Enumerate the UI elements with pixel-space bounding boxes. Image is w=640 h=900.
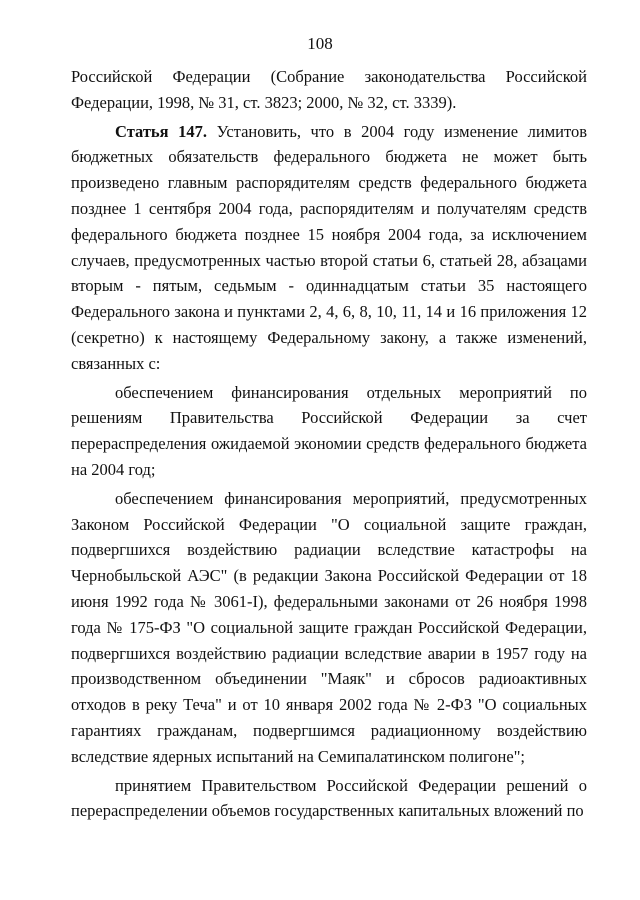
article-body: Установить, что в 2004 году изменение лимитов бюджетных обязательств федерального бюджета не может быть произведено главным распорядителям средств федерального бюджета позднее 1 сентября 2004 года, распорядителям и получателям средств федерального бюджета позднее 15 ноября 2004 года, за исключением случаев, предусмотренных частью второй статьи 6, статьей 28, абзацами вторым - пятым, седьмым - одиннадцатым статьи 35 настоящего Федерального закона и пунктами 2, 4, 6, 8, 10, 11, 14 и 16 приложения 12 (секретно) к настоящему Федеральному закону, а также изменений, связанных с: [71, 121, 587, 373]
article-heading: Статья 147. [115, 121, 208, 141]
paragraph-financing-government: обеспечением финансирования отдельных мероприятий по решениям Правительства Российской Федерации за счет перераспределения ожидаемой экономии средств федерального бюджета на 2004 год; [71, 382, 587, 479]
paragraph-capital-investments: принятием Правительством Российской Федерации решений о перераспределении объемов государственных капитальных вложений по [71, 775, 587, 821]
document-body [71, 64, 587, 824]
page-number: 108 [307, 34, 333, 53]
paragraph-financing-radiation: обеспечением финансирования мероприятий, предусмотренных Законом Российской Федерации "О социальной защите граждан, подвергшихся воздействию радиации вследствие катастрофы на Чернобыльской АЭС" (в редакции Закона Российской Федерации от 18 июня 1992 года № 3061-I), федеральными законами от 26 ноября 1998 года № 175-ФЗ "О социальной защите граждан Российской Федерации, подвергшихся воздействию радиации вследствие аварии в 1957 году на производственном объединении "Маяк" и сбросов радиоактивных отходов в реку Теча" и от 10 января 2002 года № 2-ФЗ "О социальных гарантиях гражданам, подвергшимся радиационному воздействию вследствие ядерных испытаний на Семипалатинском полигоне"; [71, 488, 587, 766]
paragraph-continuation: Российской Федерации (Собрание законодательства Российской Федерации, 1998, № 31, ст. 3823; 2000, № 32, ст. 3339). [71, 67, 587, 112]
paragraph-article-147 [71, 119, 587, 377]
